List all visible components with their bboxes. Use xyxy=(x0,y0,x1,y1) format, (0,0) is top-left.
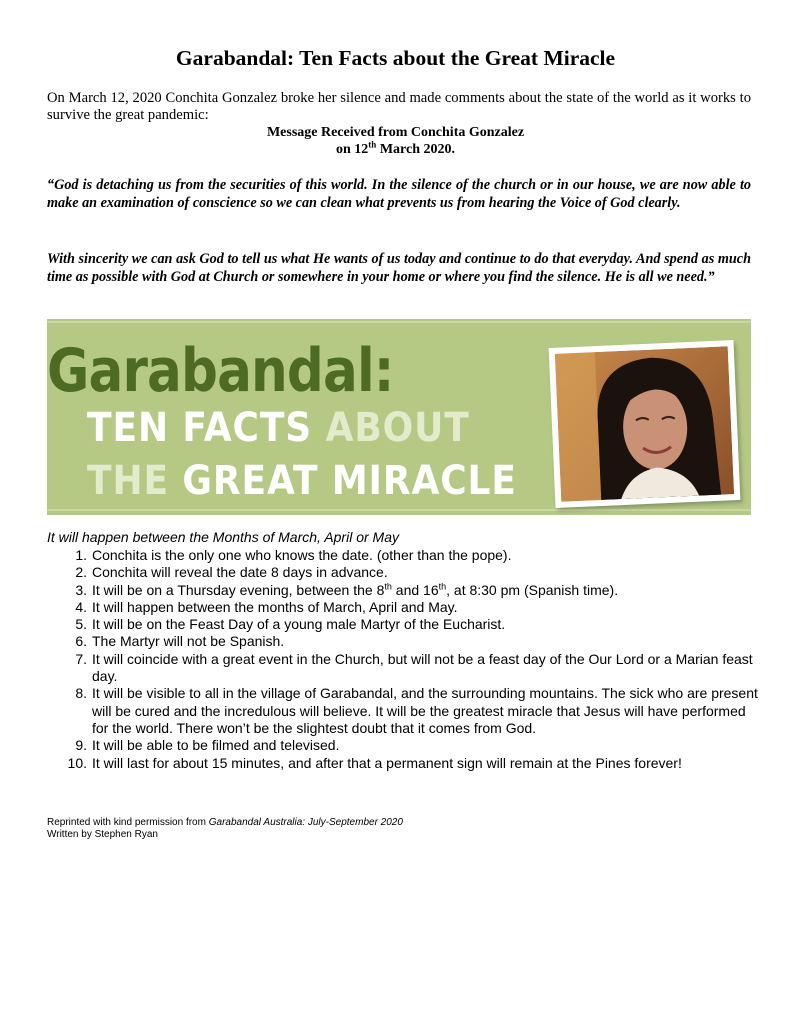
author-line: Written by Stephen Ryan xyxy=(47,829,158,840)
page-title: Garabandal: Ten Facts about the Great Miracle xyxy=(175,46,616,70)
banner-title: Garabandal: xyxy=(47,336,394,406)
credits xyxy=(47,817,403,841)
list-item: 8. It will be visible to all in the village of Garabandal, and the surrounding mountains. The sick who are present will be cured and the incredulous will believe. It will be the greatest miracle that Jesus will have performed for the world. There won’t be the slightest doubt that it comes from God. xyxy=(75,685,758,736)
facts-subheading: It will happen between the Months of March, April or May xyxy=(47,529,399,545)
portrait-image xyxy=(555,346,734,501)
list-item: 9. It will be able to be filmed and televised. xyxy=(75,737,340,754)
intro-paragraph: On March 12, 2020 Conchita Gonzalez broke her silence and made comments about the state of the world as it works to survive the great pandemic: xyxy=(47,90,751,123)
list-item: 2. Conchita will reveal the date 8 days in advance. xyxy=(75,564,388,581)
list-item: 10. It will last for about 15 minutes, and after that a permanent sign will remain at the Pines forever! xyxy=(67,754,682,771)
message-heading-line1: Message Received from Conchita Gonzalez xyxy=(266,125,525,140)
list-item: 1. Conchita is the only one who knows the date. (other than the pope). xyxy=(75,547,512,563)
banner-image xyxy=(47,319,751,515)
list-item: 3. It will be on a Thursday evening, between the 8th and 16th, at 8:30 pm (Spanish time). xyxy=(75,580,619,598)
list-item: 4. It will happen between the months of March, April and May. xyxy=(75,598,458,615)
list-item: 5. It will be on the Feast Day of a young male Martyr of the Eucharist. xyxy=(75,616,506,633)
portrait-photo xyxy=(549,340,741,508)
message-heading-line2: on 12th March 2020. xyxy=(336,139,455,157)
reprint-notice: Reprinted with kind permission from Garabandal Australia: July-September 2020 xyxy=(47,817,403,828)
banner-line-1: TEN FACTS ABOUT xyxy=(87,405,470,451)
quote-paragraph-1: “God is detaching us from the securities of this world. In the silence of the church or in our house, we are now able to make an examination of conscience so we can clean what prevents us from hearing the Voice of God clearly. xyxy=(47,177,751,211)
quote-paragraph-2: With sincerity we can ask God to tell us what He wants of us today and continue to do that everyday. And spend as much time as possible with God at Church or somewhere in your home or where you find the silence. He is all we need.” xyxy=(47,251,751,285)
message-heading xyxy=(0,124,791,158)
list-item: 7. It will coincide with a great event in the Church, but will not be a feast day of the Our Lord or a Marian feast day. xyxy=(75,650,753,685)
banner-stripe xyxy=(47,321,751,323)
banner-line-2: THE GREAT MIRACLE xyxy=(87,458,517,504)
facts-list xyxy=(47,547,759,772)
list-item: 6. The Martyr will not be Spanish. xyxy=(75,633,285,650)
banner-stripe xyxy=(47,509,751,511)
